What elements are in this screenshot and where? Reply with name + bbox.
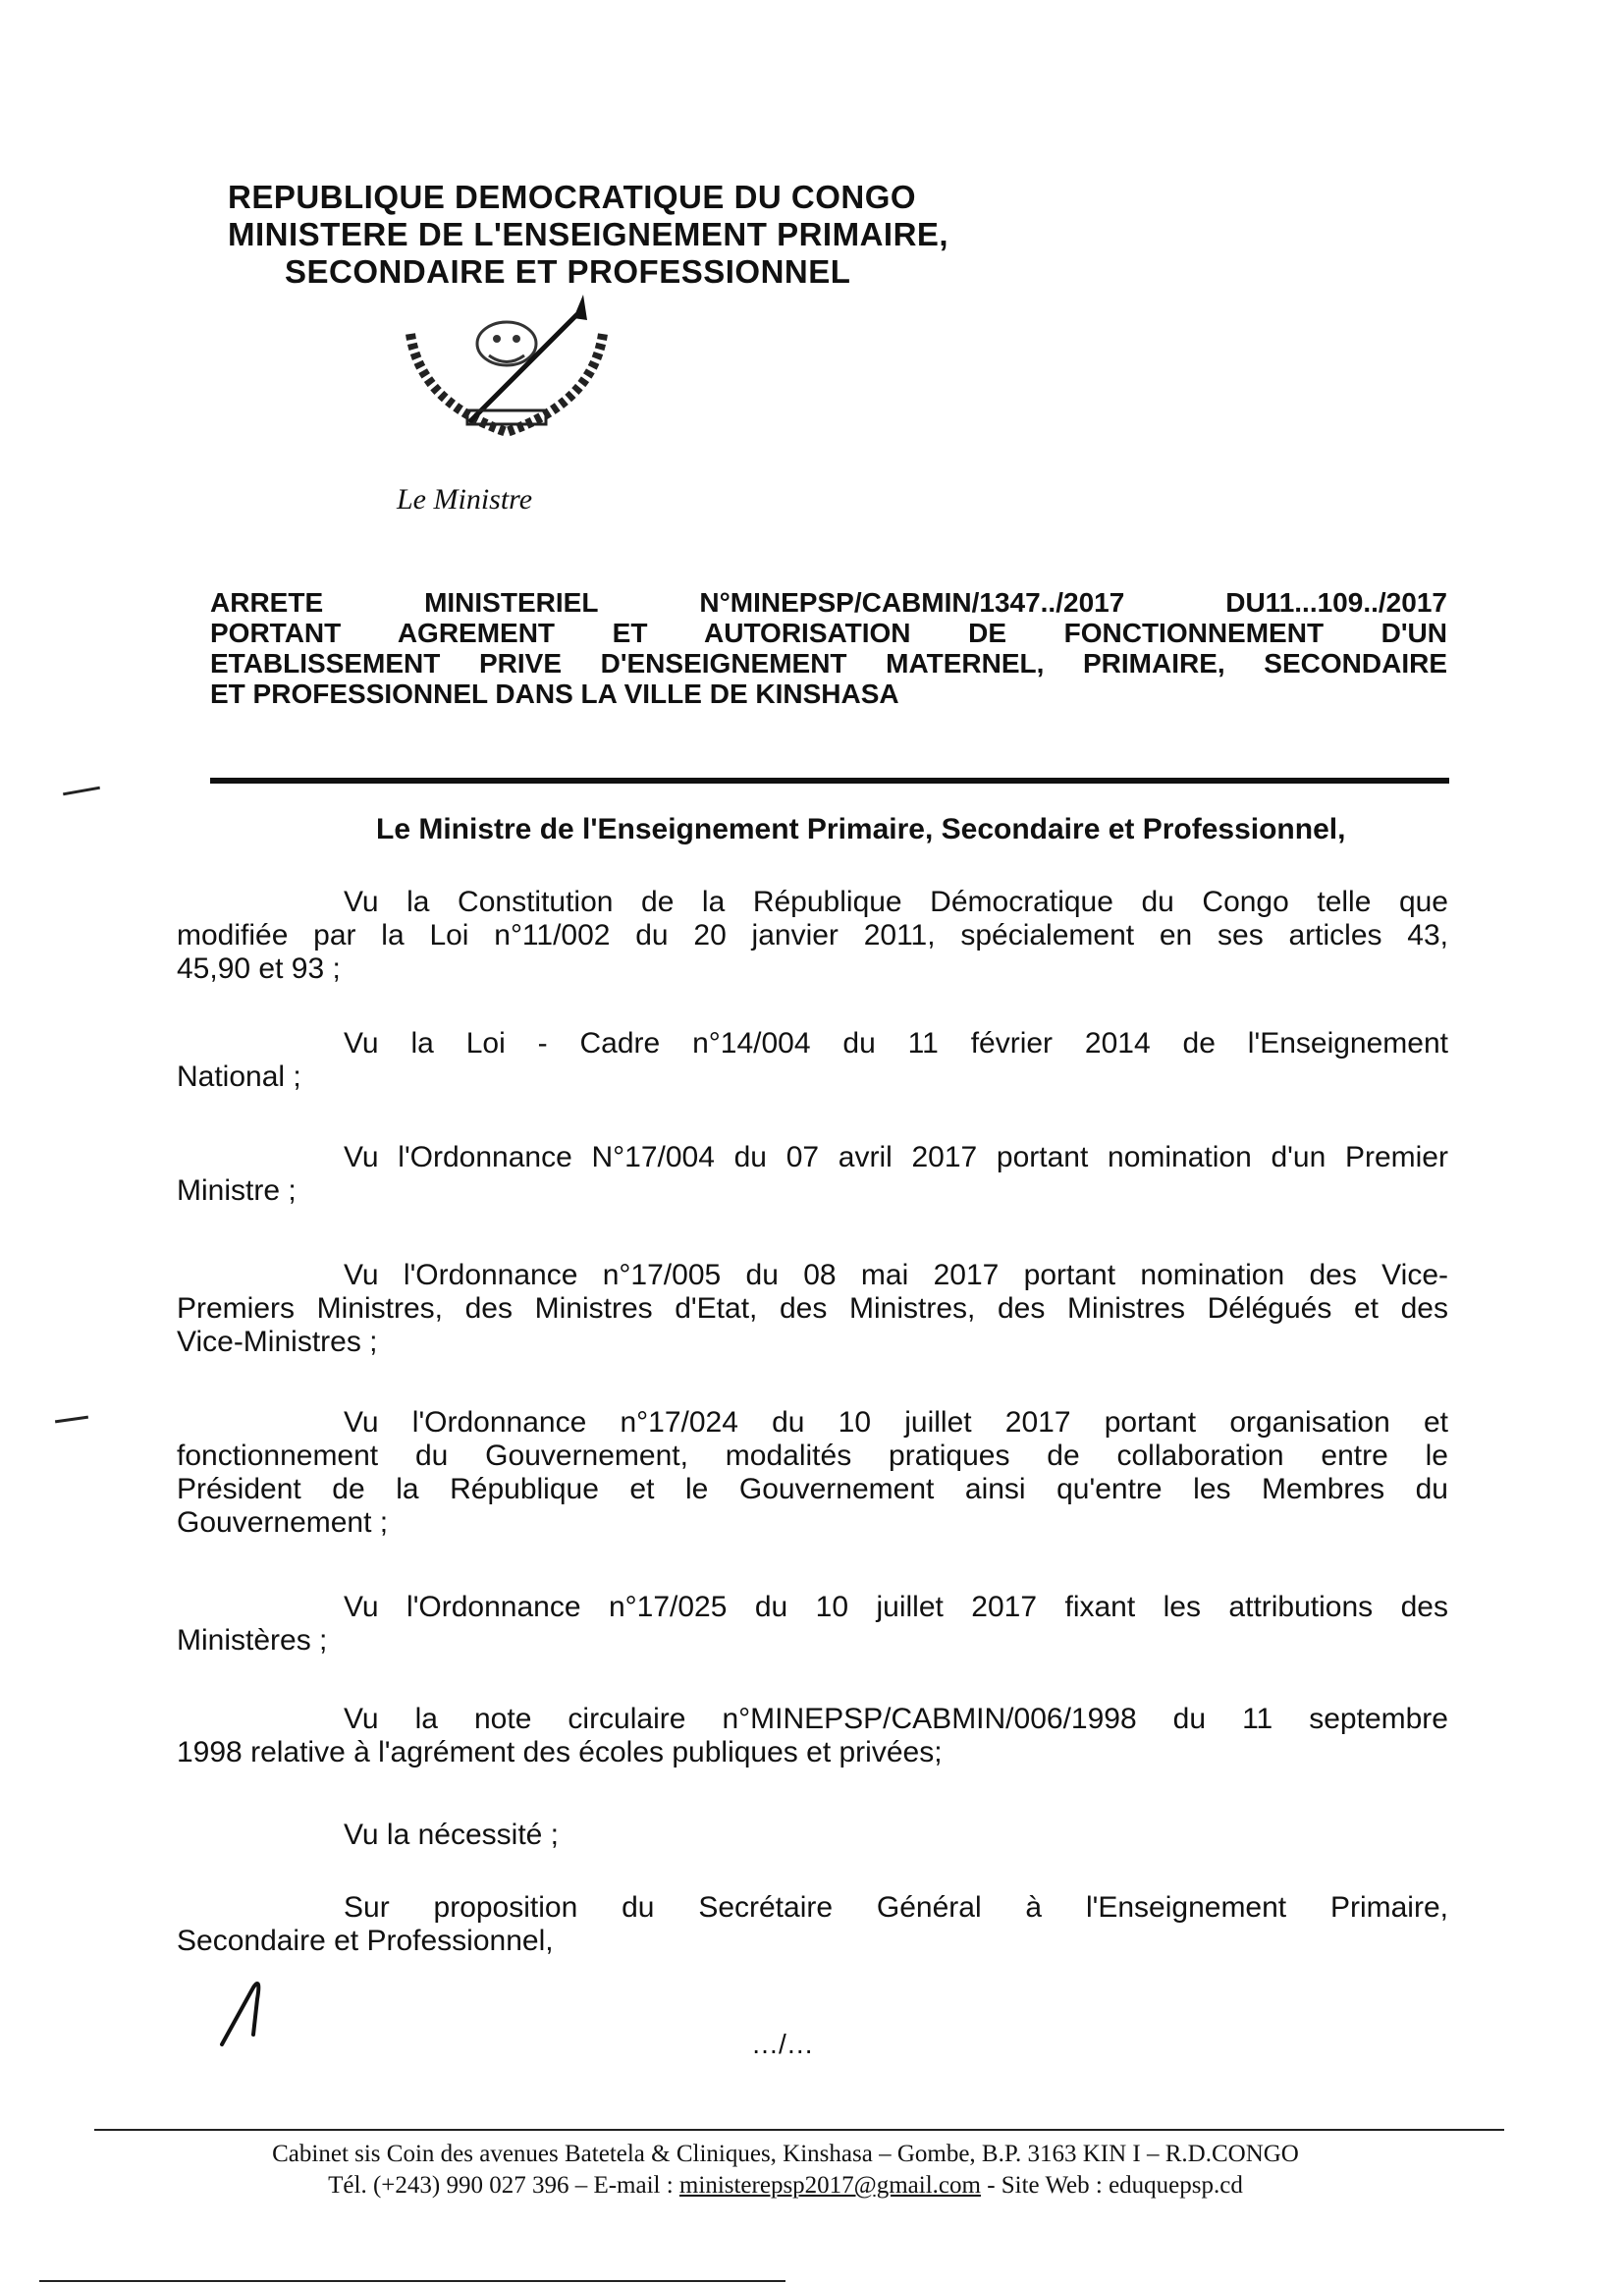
paragraph-line: Vu l'Ordonnance n°17/024 du 10 juillet 2017 portant organisation et <box>344 1406 1448 1439</box>
paragraph-ordonnance-004 <box>177 1141 1448 1208</box>
footer <box>147 2139 1424 2202</box>
paragraph-loi-cadre <box>177 1027 1448 1094</box>
paragraph-line: Sur proposition du Secrétaire Général à l'Enseignement Primaire, <box>344 1891 1448 1924</box>
paragraph-necessite: Vu la nécessité ; <box>344 1819 560 1851</box>
paragraph-line: Premiers Ministres, des Ministres d'Etat, des Ministres, des Ministres Délégués et des <box>177 1292 1448 1325</box>
header-line-3: SECONDAIRE ET PROFESSIONNEL <box>285 253 851 290</box>
signatory-title: Le Ministre <box>397 483 533 516</box>
paragraph-line: 45,90 et 93 ; <box>177 952 341 985</box>
decree-date: DU11...109../2017 <box>1225 587 1447 618</box>
header-line-1: REPUBLIQUE DEMOCRATIQUE DU CONGO <box>228 179 917 215</box>
paragraph-ordonnance-025 <box>177 1591 1448 1658</box>
decree-type: ARRETE <box>210 587 324 618</box>
footer-email-link[interactable]: ministerepsp2017@gmail.com <box>678 2172 981 2199</box>
paragraph-line: Vu la Loi - Cadre n°14/004 du 11 février 2014 de l'Enseignement <box>344 1027 1448 1060</box>
paragraph-line: Ministre ; <box>177 1174 297 1207</box>
footer-phone: Tél. (+243) 990 027 396 – E-mail : <box>328 2172 674 2199</box>
decree-number: N°MINEPSP/CABMIN/1347../2017 <box>699 587 1125 618</box>
title-line-2: PORTANT AGREMENT ET AUTORISATION DE FONCTIONNEMENT D'UN <box>210 618 1447 648</box>
paragraph-line: Vu l'Ordonnance n°17/005 du 08 mai 2017 portant nomination des Vice- <box>344 1259 1448 1291</box>
paragraph-ordonnance-024 <box>177 1406 1448 1540</box>
paragraph-line: Vu la Constitution de la République Démocratique du Congo telle que <box>344 886 1448 918</box>
decree-title <box>210 587 1447 709</box>
paragraph-line: Ministères ; <box>177 1624 328 1657</box>
paragraph-line: fonctionnement du Gouvernement, modalités pratiques de collaboration entre le <box>177 1440 1448 1472</box>
margin-mark <box>55 1416 88 1424</box>
paragraph-line: Vu l'Ordonnance n°17/025 du 10 juillet 2017 fixant les attributions des <box>344 1591 1448 1623</box>
paragraph-line: modifiée par la Loi n°11/002 du 20 janvier 2011, spécialement en ses articles 43, <box>177 919 1448 952</box>
margin-mark <box>63 787 100 796</box>
decree-type-2: MINISTERIEL <box>424 587 599 618</box>
footer-address: Cabinet sis Coin des avenues Batetela & Cliniques, Kinshasa – Gombe, B.P. 3163 KIN I – R.D.CONGO <box>272 2141 1299 2167</box>
title-underline <box>210 778 1449 784</box>
paragraph-line: Vu l'Ordonnance N°17/004 du 07 avril 2017 portant nomination d'un Premier <box>344 1141 1448 1173</box>
paragraph-proposition <box>177 1891 1448 1958</box>
continued-marker: …/… <box>751 2029 814 2059</box>
coat-of-arms-icon <box>391 295 623 442</box>
paragraph-line: 1998 relative à l'agrément des écoles publiques et privées; <box>177 1736 943 1768</box>
paragraph-line: Président de la République et le Gouvernement ainsi qu'entre les Membres du <box>177 1473 1448 1505</box>
paragraph-constitution <box>177 886 1448 986</box>
title-line-3: ETABLISSEMENT PRIVE D'ENSEIGNEMENT MATERNEL, PRIMAIRE, SECONDAIRE <box>210 648 1447 679</box>
footer-contact <box>147 2170 1424 2202</box>
republic-heading <box>228 179 948 291</box>
paragraph-line: Gouvernement ; <box>177 1506 389 1539</box>
paragraph-note-circulaire <box>177 1703 1448 1769</box>
paragraph-line: Vice-Ministres ; <box>177 1326 378 1358</box>
header-line-2: MINISTERE DE L'ENSEIGNEMENT PRIMAIRE, <box>228 216 949 252</box>
paragraph-ordonnance-005 <box>177 1259 1448 1359</box>
initials-mark-icon <box>218 1970 277 2048</box>
footer-rule <box>94 2129 1504 2131</box>
footer-website: - Site Web : eduquepsp.cd <box>987 2172 1243 2199</box>
intro-line: Le Ministre de l'Enseignement Primaire, Secondaire et Professionnel, <box>376 813 1346 845</box>
title-line-4: ET PROFESSIONNEL DANS LA VILLE DE KINSHASA <box>210 679 899 709</box>
paragraph-line: Vu la note circulaire n°MINEPSP/CABMIN/006/1998 du 11 septembre <box>344 1703 1448 1735</box>
paragraph-line: Secondaire et Professionnel, <box>177 1925 554 1957</box>
bottom-rule <box>39 2280 785 2282</box>
paragraph-line: National ; <box>177 1060 301 1093</box>
